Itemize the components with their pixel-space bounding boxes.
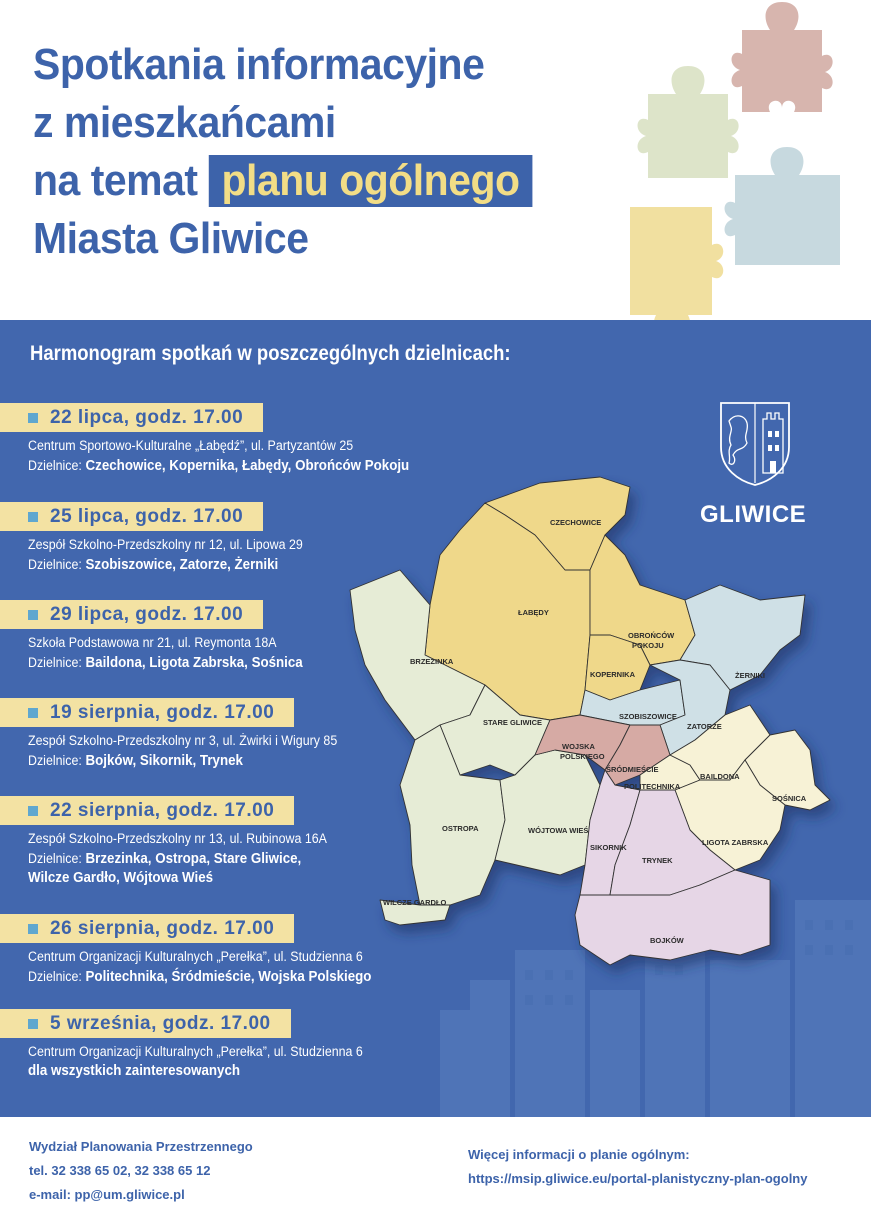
bullet-square-icon	[28, 1019, 38, 1029]
footer-url-link[interactable]: https://msip.gliwice.eu/portal-planistyczny-plan-ogolny	[468, 1171, 808, 1186]
map-label-ostropa: OSTROPA	[442, 824, 479, 833]
footer-contact	[29, 1135, 253, 1207]
entry-date: 22 sierpnia, godz. 17.00	[50, 799, 275, 821]
map-label-bojkow: BOJKÓW	[650, 936, 684, 945]
entry-districts	[28, 849, 301, 888]
date-bar	[0, 403, 263, 432]
map-label-czechowice: CZECHOWICE	[550, 518, 602, 527]
title-line-3-prefix: na temat	[33, 156, 198, 205]
schedule-panel	[0, 320, 871, 1117]
districts-value: Politechnika, Śródmieście, Wojska Polskiego	[85, 969, 372, 985]
entry-place: Centrum Sportowo-Kulturalne „Łabędź”, ul. Partyzantów 25	[28, 438, 354, 453]
title-line-3	[33, 152, 533, 210]
date-bar	[0, 600, 263, 629]
map-label-zatorze: ZATORZE	[687, 722, 722, 731]
schedule-title: Harmonogram spotkań w poszczególnych dzielnicach:	[30, 342, 511, 365]
entry-place: Centrum Organizacji Kulturalnych „Perełka”, ul. Studzienna 6	[28, 949, 363, 964]
entry-districts	[28, 751, 243, 771]
map-label-labedy: ŁABĘDY	[518, 608, 549, 617]
entry-date: 25 lipca, godz. 17.00	[50, 505, 244, 527]
entry-date: 26 sierpnia, godz. 17.00	[50, 917, 275, 939]
map-label-politechnika: POLITECHNIKA	[624, 782, 681, 791]
districts-value: Bojków, Sikornik, Trynek	[85, 753, 243, 769]
districts-label: Dzielnice:	[28, 851, 82, 866]
header-section	[0, 0, 871, 320]
districts-label: Dzielnice:	[28, 655, 82, 670]
entry-place: Centrum Organizacji Kulturalnych „Perełka”, ul. Studzienna 6	[28, 1044, 363, 1059]
footer-department: Wydział Planowania Przestrzennego	[29, 1139, 253, 1154]
map-label-szobiszowice: SZOBISZOWICE	[619, 712, 677, 721]
map-label-polskiego: POLSKIEGO	[560, 752, 605, 761]
entry-date: 29 lipca, godz. 17.00	[50, 603, 244, 625]
districts-label: Dzielnice:	[28, 458, 82, 473]
footer	[0, 1117, 871, 1200]
map-label-wojska: WOJSKA	[562, 742, 595, 751]
map-label-sosnica: SOŚNICA	[772, 794, 807, 803]
map-label-obroncow: OBROŃCÓW	[628, 631, 675, 640]
map-label-srodmiescie: ŚRÓDMIEŚCIE	[606, 765, 659, 774]
districts-label: Dzielnice:	[28, 557, 82, 572]
districts-value: Czechowice, Kopernika, Łabędy, Obrońców Pokoju	[85, 458, 410, 474]
date-bar	[0, 698, 294, 727]
districts-value: dla wszystkich zainteresowanych	[28, 1063, 241, 1079]
entry-place: Szkoła Podstawowa nr 21, ul. Reymonta 18A	[28, 635, 277, 650]
districts-value: Brzezinka, Ostropa, Stare Gliwice,	[85, 851, 302, 867]
date-bar	[0, 914, 294, 943]
districts-value-line2: Wilcze Gardło, Wójtowa Wieś	[28, 870, 214, 886]
entry-districts	[28, 555, 278, 575]
map-label-stare-gliwice: STARE GLIWICE	[483, 718, 543, 727]
bullet-square-icon	[28, 610, 38, 620]
footer-more-info	[468, 1143, 807, 1191]
entry-districts	[28, 456, 409, 476]
date-bar	[0, 1009, 291, 1038]
entry-place: Zespół Szkolno-Przedszkolny nr 12, ul. Lipowa 29	[28, 537, 303, 552]
entry-districts	[28, 1062, 240, 1081]
footer-more-label: Więcej informacji o planie ogólnym:	[468, 1147, 690, 1162]
title-line-4: Miasta Gliwice	[33, 214, 309, 263]
map-label-baildona: BAILDONA	[700, 772, 740, 781]
districts-label: Dzielnice:	[28, 969, 82, 984]
bullet-square-icon	[28, 708, 38, 718]
bullet-square-icon	[28, 413, 38, 423]
entry-place: Zespół Szkolno-Przedszkolny nr 3, ul. Żwirki i Wigury 85	[28, 733, 338, 748]
bullet-square-icon	[28, 806, 38, 816]
map-label-brzezinka: BRZEZINKA	[410, 657, 454, 666]
map-label-wojtowa-wies: WÓJTOWA WIEŚ	[528, 826, 589, 835]
districts-value: Szobiszowice, Zatorze, Żerniki	[85, 557, 279, 573]
footer-phone: tel. 32 338 65 02, 32 338 65 12	[29, 1163, 211, 1178]
map-label-sikornik: SIKORNIK	[590, 843, 627, 852]
entry-place: Zespół Szkolno-Przedszkolny nr 13, ul. Rubinowa 16A	[28, 831, 327, 846]
entry-date: 5 września, godz. 17.00	[50, 1012, 271, 1034]
footer-email[interactable]: e-mail: pp@um.gliwice.pl	[29, 1187, 185, 1202]
map-label-trynek: TRYNEK	[642, 856, 673, 865]
districts-label: Dzielnice:	[28, 753, 82, 768]
city-logo-text: GLIWICE	[700, 501, 807, 528]
entry-districts	[28, 967, 371, 987]
districts-value: Baildona, Ligota Zabrska, Sośnica	[85, 655, 303, 671]
map-label-zerniki: ŻERNIKI	[735, 671, 765, 680]
map-label-ligota-zabrska: LIGOTA ZABRSKA	[702, 838, 769, 847]
entry-districts	[28, 653, 303, 673]
districts-map	[340, 475, 850, 1005]
title-line-1: Spotkania informacyjne	[33, 40, 485, 89]
date-bar	[0, 796, 294, 825]
bullet-square-icon	[28, 512, 38, 522]
title-line-2: z mieszkańcami	[33, 98, 336, 147]
map-label-pokoju: POKOJU	[632, 641, 664, 650]
entry-date: 19 sierpnia, godz. 17.00	[50, 701, 275, 723]
date-bar	[0, 502, 263, 531]
entry-date: 22 lipca, godz. 17.00	[50, 406, 244, 428]
map-label-wilcze-gardlo: WILCZE GARDŁO	[383, 898, 447, 907]
bullet-square-icon	[28, 924, 38, 934]
poster-title	[33, 36, 533, 268]
map-label-kopernika: KOPERNIKA	[590, 670, 636, 679]
title-highlight: planu ogólnego	[208, 155, 532, 207]
